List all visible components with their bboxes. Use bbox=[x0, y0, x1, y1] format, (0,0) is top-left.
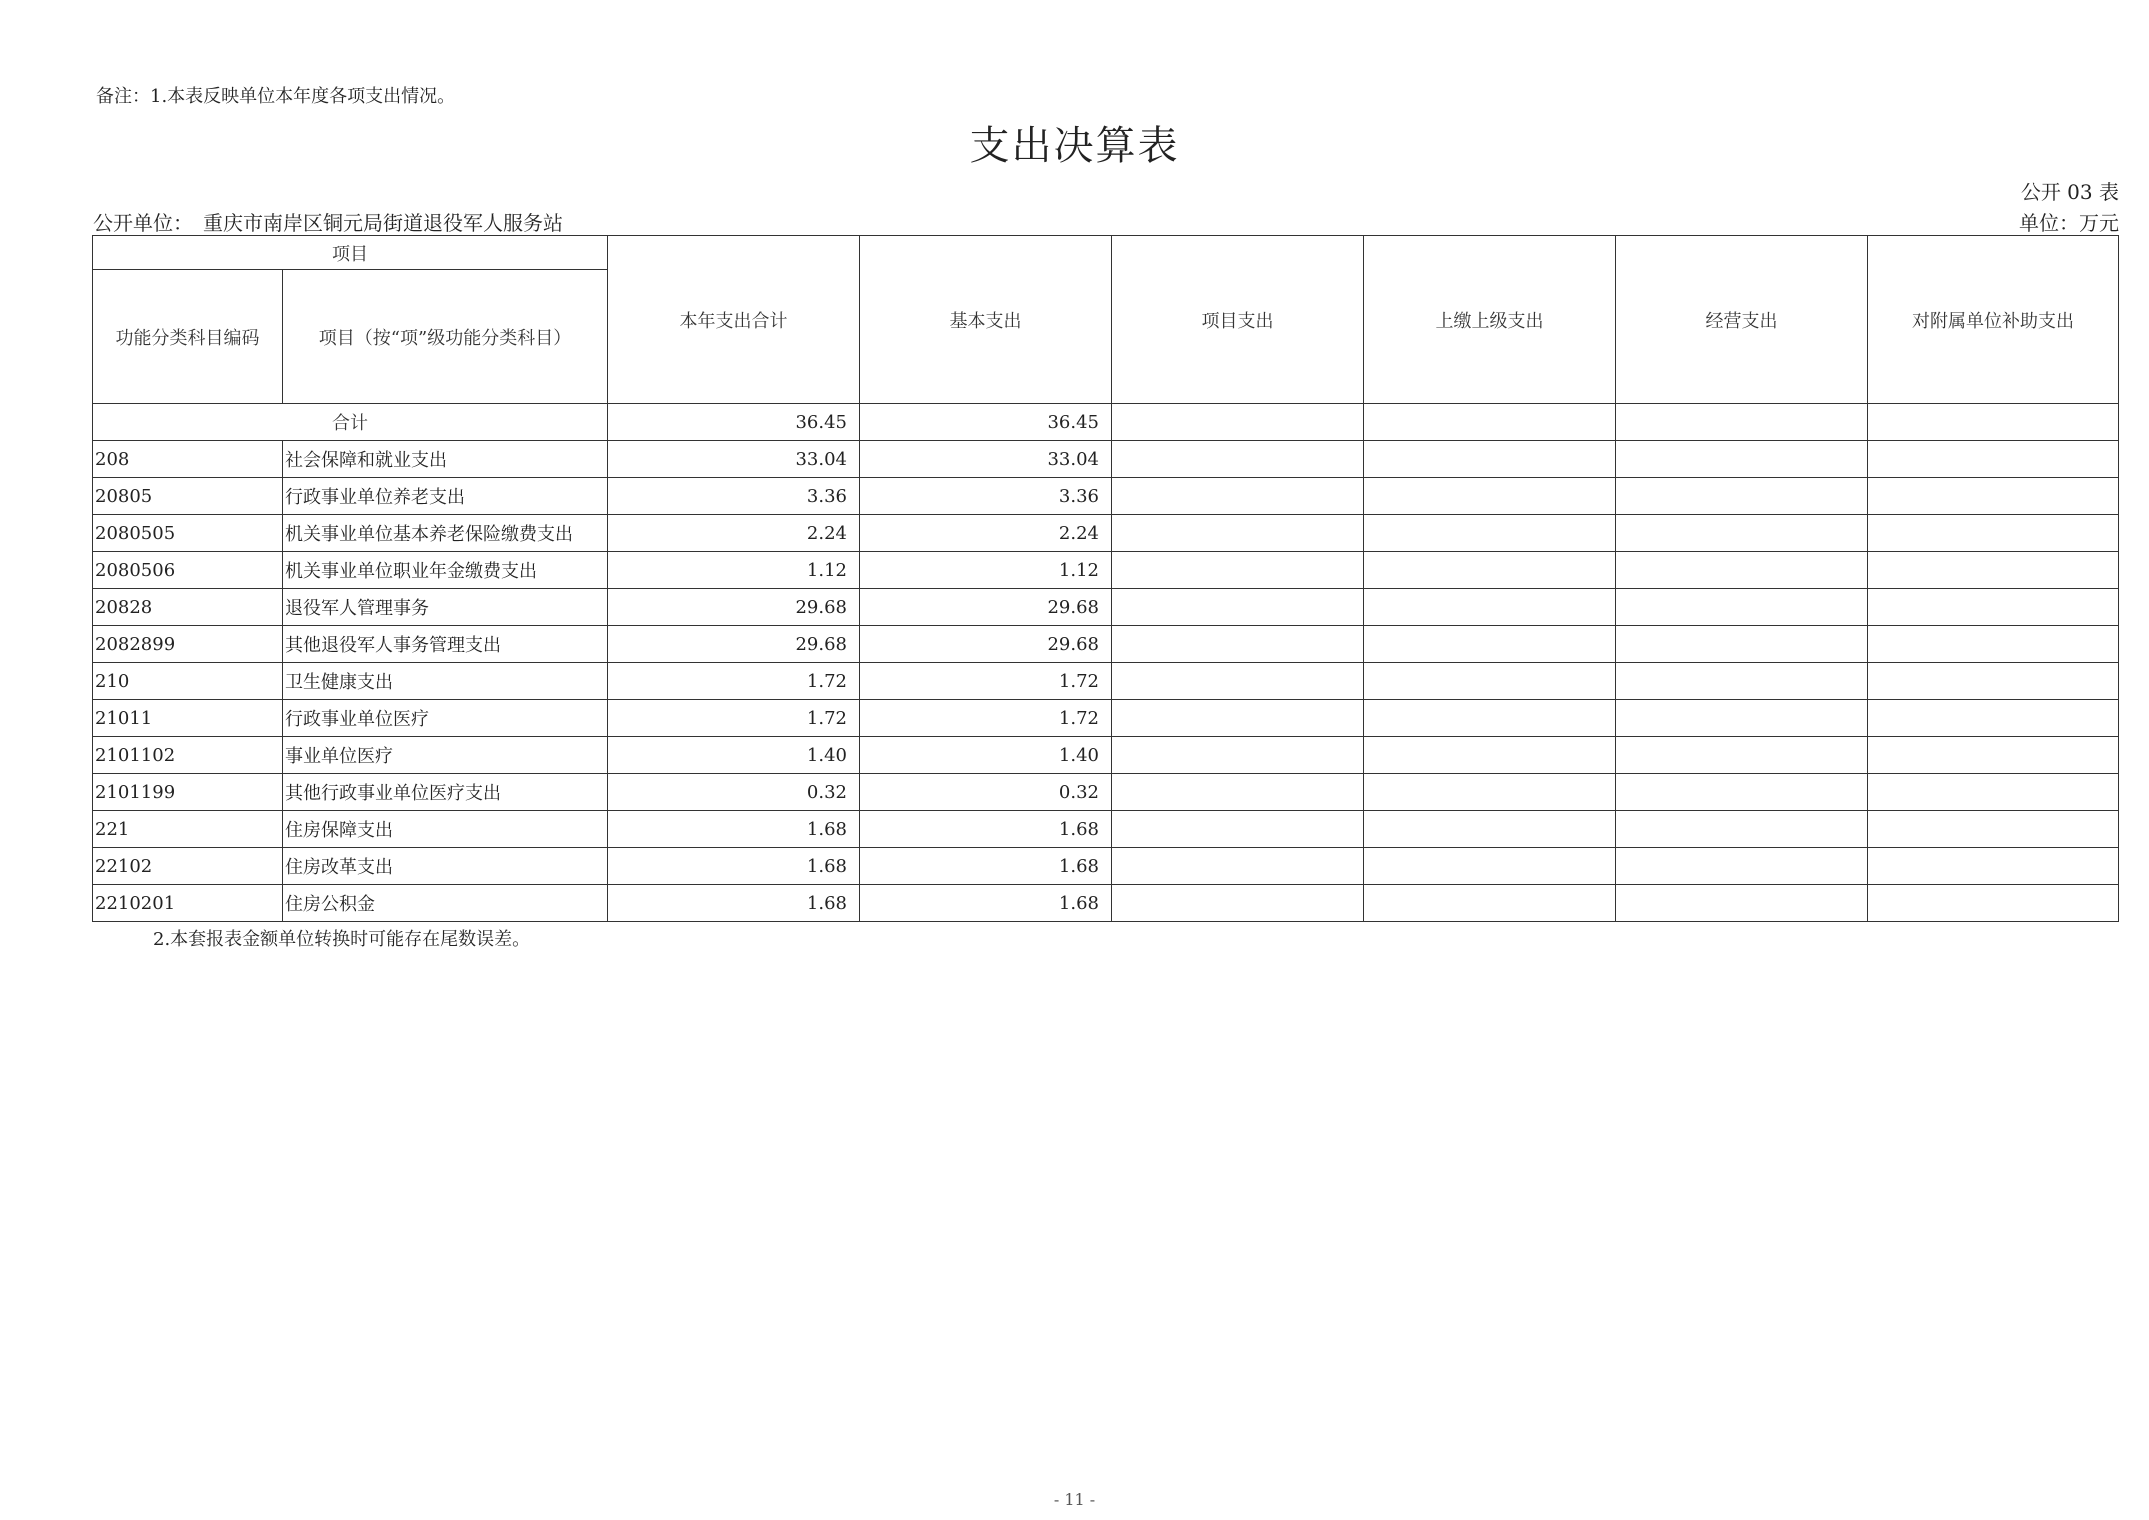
row-subsidiary bbox=[1868, 811, 2119, 848]
row-code: 2101199 bbox=[93, 774, 283, 811]
table-row bbox=[93, 478, 2119, 515]
row-name: 住房公积金 bbox=[283, 885, 608, 922]
row-basic: 1.68 bbox=[860, 811, 1112, 848]
row-business bbox=[1616, 885, 1868, 922]
row-business bbox=[1616, 663, 1868, 700]
row-code: 2080505 bbox=[93, 515, 283, 552]
total-upper-level bbox=[1364, 404, 1616, 441]
total-amount: 36.45 bbox=[608, 404, 860, 441]
row-basic: 1.12 bbox=[860, 552, 1112, 589]
row-project-expenditure bbox=[1112, 441, 1364, 478]
table-row bbox=[93, 885, 2119, 922]
row-code: 210 bbox=[93, 663, 283, 700]
row-project-expenditure bbox=[1112, 589, 1364, 626]
row-business bbox=[1616, 700, 1868, 737]
row-subsidiary bbox=[1868, 626, 2119, 663]
row-code: 221 bbox=[93, 811, 283, 848]
row-project-expenditure bbox=[1112, 700, 1364, 737]
row-basic: 1.40 bbox=[860, 737, 1112, 774]
table-row bbox=[93, 737, 2119, 774]
currency-unit: 单位：万元 bbox=[2019, 211, 2119, 235]
reporting-unit-label: 公开单位： bbox=[93, 211, 193, 235]
row-business bbox=[1616, 774, 1868, 811]
row-business bbox=[1616, 626, 1868, 663]
row-upper-level bbox=[1364, 441, 1616, 478]
row-code: 2101102 bbox=[93, 737, 283, 774]
row-subsidiary bbox=[1868, 774, 2119, 811]
header-project-expenditure: 项目支出 bbox=[1112, 236, 1364, 404]
row-basic: 1.68 bbox=[860, 885, 1112, 922]
header-upper-level: 上缴上级支出 bbox=[1364, 236, 1616, 404]
table-row bbox=[93, 700, 2119, 737]
row-name: 行政事业单位养老支出 bbox=[283, 478, 608, 515]
header-item: 项目（按“项”级功能分类科目） bbox=[283, 270, 608, 404]
row-total: 1.68 bbox=[608, 848, 860, 885]
row-project-expenditure bbox=[1112, 626, 1364, 663]
row-code: 208 bbox=[93, 441, 283, 478]
row-business bbox=[1616, 552, 1868, 589]
row-business bbox=[1616, 478, 1868, 515]
expenditure-table bbox=[92, 235, 2119, 922]
row-business bbox=[1616, 589, 1868, 626]
row-code: 2082899 bbox=[93, 626, 283, 663]
table-row bbox=[93, 589, 2119, 626]
remark-note-1: 备注：1.本表反映单位本年度各项支出情况。 bbox=[96, 86, 456, 107]
header-basic: 基本支出 bbox=[860, 236, 1112, 404]
reporting-unit bbox=[93, 207, 563, 236]
row-code: 20805 bbox=[93, 478, 283, 515]
row-total: 1.72 bbox=[608, 700, 860, 737]
row-total: 1.72 bbox=[608, 663, 860, 700]
remark-note-2: 2.本套报表金额单位转换时可能存在尾数误差。 bbox=[153, 929, 531, 950]
row-subsidiary bbox=[1868, 848, 2119, 885]
row-subsidiary bbox=[1868, 478, 2119, 515]
header-total: 本年支出合计 bbox=[608, 236, 860, 404]
reporting-unit-name: 重庆市南岸区铜元局街道退役军人服务站 bbox=[203, 211, 563, 235]
row-code: 2210201 bbox=[93, 885, 283, 922]
row-name: 卫生健康支出 bbox=[283, 663, 608, 700]
row-code: 2080506 bbox=[93, 552, 283, 589]
row-code: 21011 bbox=[93, 700, 283, 737]
table-row bbox=[93, 811, 2119, 848]
row-name: 社会保障和就业支出 bbox=[283, 441, 608, 478]
row-upper-level bbox=[1364, 885, 1616, 922]
table-number: 公开 03 表 bbox=[2020, 180, 2119, 204]
row-basic: 1.68 bbox=[860, 848, 1112, 885]
row-project-expenditure bbox=[1112, 515, 1364, 552]
row-name: 住房保障支出 bbox=[283, 811, 608, 848]
row-total: 1.12 bbox=[608, 552, 860, 589]
row-basic: 2.24 bbox=[860, 515, 1112, 552]
row-upper-level bbox=[1364, 515, 1616, 552]
table-row bbox=[93, 663, 2119, 700]
row-total: 0.32 bbox=[608, 774, 860, 811]
table-row bbox=[93, 774, 2119, 811]
row-name: 事业单位医疗 bbox=[283, 737, 608, 774]
total-subsidiary bbox=[1868, 404, 2119, 441]
row-project-expenditure bbox=[1112, 737, 1364, 774]
row-basic: 0.32 bbox=[860, 774, 1112, 811]
row-upper-level bbox=[1364, 589, 1616, 626]
total-business bbox=[1616, 404, 1868, 441]
row-business bbox=[1616, 515, 1868, 552]
row-name: 机关事业单位基本养老保险缴费支出 bbox=[283, 515, 608, 552]
row-subsidiary bbox=[1868, 515, 2119, 552]
row-project-expenditure bbox=[1112, 663, 1364, 700]
row-total: 29.68 bbox=[608, 589, 860, 626]
row-project-expenditure bbox=[1112, 811, 1364, 848]
row-basic: 1.72 bbox=[860, 700, 1112, 737]
row-basic: 1.72 bbox=[860, 663, 1112, 700]
row-code: 22102 bbox=[93, 848, 283, 885]
row-subsidiary bbox=[1868, 737, 2119, 774]
row-upper-level bbox=[1364, 700, 1616, 737]
row-subsidiary bbox=[1868, 663, 2119, 700]
row-project-expenditure bbox=[1112, 774, 1364, 811]
row-business bbox=[1616, 441, 1868, 478]
total-label: 合计 bbox=[93, 404, 608, 441]
row-business bbox=[1616, 737, 1868, 774]
row-upper-level bbox=[1364, 552, 1616, 589]
row-basic: 29.68 bbox=[860, 589, 1112, 626]
header-project: 项目 bbox=[93, 236, 608, 270]
row-project-expenditure bbox=[1112, 552, 1364, 589]
row-project-expenditure bbox=[1112, 478, 1364, 515]
row-name: 住房改革支出 bbox=[283, 848, 608, 885]
total-project-expenditure bbox=[1112, 404, 1364, 441]
row-upper-level bbox=[1364, 626, 1616, 663]
table-row bbox=[93, 515, 2119, 552]
header-code: 功能分类科目编码 bbox=[93, 270, 283, 404]
header-subsidiary: 对附属单位补助支出 bbox=[1868, 236, 2119, 404]
row-business bbox=[1616, 848, 1868, 885]
table-row bbox=[93, 552, 2119, 589]
row-subsidiary bbox=[1868, 552, 2119, 589]
row-subsidiary bbox=[1868, 700, 2119, 737]
row-basic: 3.36 bbox=[860, 478, 1112, 515]
row-business bbox=[1616, 811, 1868, 848]
row-upper-level bbox=[1364, 848, 1616, 885]
row-basic: 29.68 bbox=[860, 626, 1112, 663]
row-total: 29.68 bbox=[608, 626, 860, 663]
row-name: 其他行政事业单位医疗支出 bbox=[283, 774, 608, 811]
page-title: 支出决算表 bbox=[969, 123, 1180, 169]
row-upper-level bbox=[1364, 663, 1616, 700]
table-row bbox=[93, 441, 2119, 478]
row-subsidiary bbox=[1868, 441, 2119, 478]
row-code: 20828 bbox=[93, 589, 283, 626]
row-project-expenditure bbox=[1112, 885, 1364, 922]
header-business: 经营支出 bbox=[1616, 236, 1868, 404]
row-total: 33.04 bbox=[608, 441, 860, 478]
row-total: 3.36 bbox=[608, 478, 860, 515]
row-name: 其他退役军人事务管理支出 bbox=[283, 626, 608, 663]
row-subsidiary bbox=[1868, 589, 2119, 626]
row-upper-level bbox=[1364, 774, 1616, 811]
row-total: 2.24 bbox=[608, 515, 860, 552]
row-total: 1.68 bbox=[608, 811, 860, 848]
row-total: 1.68 bbox=[608, 885, 860, 922]
header-row-1 bbox=[93, 236, 2119, 270]
row-name: 行政事业单位医疗 bbox=[283, 700, 608, 737]
row-project-expenditure bbox=[1112, 848, 1364, 885]
table-row bbox=[93, 626, 2119, 663]
total-basic: 36.45 bbox=[860, 404, 1112, 441]
row-upper-level bbox=[1364, 811, 1616, 848]
row-basic: 33.04 bbox=[860, 441, 1112, 478]
row-subsidiary bbox=[1868, 885, 2119, 922]
total-row bbox=[93, 404, 2119, 441]
page-number: - 11 - bbox=[1053, 1490, 1096, 1509]
row-upper-level bbox=[1364, 478, 1616, 515]
row-total: 1.40 bbox=[608, 737, 860, 774]
table-row bbox=[93, 848, 2119, 885]
row-upper-level bbox=[1364, 737, 1616, 774]
row-name: 退役军人管理事务 bbox=[283, 589, 608, 626]
row-name: 机关事业单位职业年金缴费支出 bbox=[283, 552, 608, 589]
